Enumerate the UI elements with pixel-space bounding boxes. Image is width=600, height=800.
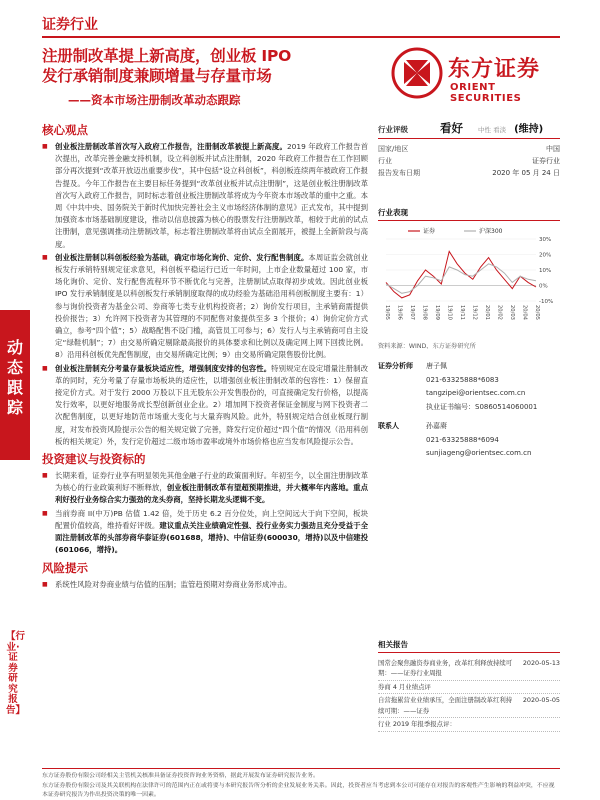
report-title-line1: 注册制改革提上新高度，创业板 IPO [42,47,292,65]
analyst-cert: 执业证书编号：S0860514060001 [426,402,538,411]
legend-label: 沪深300 [479,228,503,235]
rating-label: 行业评级 [378,125,408,134]
paragraph-5 [42,508,368,557]
related-date [520,682,560,693]
contact-name: 孙嘉赓 [426,422,447,430]
related-report[interactable] [378,657,560,681]
para-text: 当前券商 II(中万)PB 估值 1.42 倍，处于历史 6.2 百分位处，向上空间远大于向下空间，板块配置价值较高，维持看好评级。 [55,508,368,530]
series-line-securities [386,251,536,298]
performance-chart [378,225,560,325]
rating-scale: 中性 看淡 [478,126,507,134]
invest-heading: 投资建议与投资标的 [42,452,146,467]
related-report[interactable] [378,694,560,718]
paragraph-1 [42,141,368,251]
report-subtitle: ——资本市场注册制改革动态跟踪 [68,93,241,107]
band-char: 动 [6,338,23,357]
x-tick-label: 19/11 [459,305,465,320]
info-key: 报告发布日期 [378,169,420,177]
report-title-line2: 发行承销制度兼顾增量与存量市场 [42,67,272,85]
info-row [378,167,560,179]
info-row [378,143,560,155]
y-tick-label: -10% [539,299,554,305]
related-title: 国常会聚焦融资券商业务，改革红利释放持续可期：——证券行业周报 [378,658,513,677]
sector-label: 证券行业 [42,17,98,33]
risk-heading: 风险提示 [42,560,88,575]
para-text: 长期来看，证券行业享有明显领先其他金融子行业的政策面利好。年初至今，以全面注册制改革为核心的行业政策利好不断释放， [55,471,368,493]
disclaimer-line: 东方证券股份有限公司及其关联机构在法律许可的范围内正在或将要与本研究报告所分析的企业发展业务关系。因此，投资者应当考虑到本公司可能存在对报告的客观性产生影响的利益冲突，不应视本证券研究报告为作出投资决策的唯一因素。 [42,782,555,798]
related-report[interactable] [378,681,560,695]
y-tick-label: 10% [539,268,552,274]
paragraph-2 [42,252,368,362]
x-tick-label: 20/02 [496,305,503,320]
contact-email[interactable]: sunjiageng@orientsec.com.cn [426,449,532,457]
contact-block [378,420,560,461]
analyst-phone: 021-63325888*6083 [426,375,499,384]
related-heading: 相关报告 [378,639,560,653]
related-date: 2020-05-13 [522,658,560,667]
x-tick-label: 20/05 [534,305,540,320]
related-title: 券商 4 月业绩点评 [378,682,431,691]
performance-heading: 行业表现 [378,207,560,221]
y-tick-label: 20% [539,252,552,259]
analyst-email[interactable]: tangzipei@orientsec.com.cn [426,389,526,397]
x-tick-label: 20/03 [509,305,515,320]
para-text: 特别规定在设定增量注册制改革的同时，充分考量了存量市场板块的适应性，以增强创业板注册制改革的包容性：1）保留直接定价方式。对于发行 2000 万股以下且无股东公开发售股份的，可直接确定发行价格，以提高发行效率，以更好地服务成长型创新创业企业。2）增加网下投资者保证金制度与网下投资者二次配售制度，以更好地防范市场重大变化与大量弃购风险。此外，特别规定结合创业板现行制度，对发布投资风险提示公告的相关规定做了完善，降发行定价超过“四个值”的情况（沿用科创板的相关规定）外，发行定价超过二级市场市盈率或境外市场价格也应当发布风险提示公告。 [55,363,368,446]
related-date: 2020-05-05 [522,696,560,704]
para-bold: 创业板注册制以科创板经验为基础，确定市场化询价、定价、发行配售制度。 [55,252,309,262]
rating-prev: (维持) [514,124,544,135]
para-bold: 创业板注册制改革有望超预期推进，并大概率年内落地。重点利好投行业务综合实力强劲的龙头券商，坚持长期龙头逻辑不变。 [55,483,368,505]
core-heading: 核心观点 [42,123,88,137]
chart-source: 资料来源：WIND、东方证券研究所 [378,343,476,350]
x-tick-label: 20/04 [521,305,528,320]
related-title: 行业 2019 年报季报点评： [378,720,456,728]
band-char: 跟 [6,378,23,397]
para-text: 本周证监会就创业板发行承销特别规定征求意见，科创板平稳运行已近一年时间，上市企业数量超过 100 家，市场化询价、定价、发行配售流程环节不断优化与完善，注册制试点取得初步成效。因此创业板 IPO 发行承销制度是以科创板发行承销制度取得的成功经验为基础沿用科创板制度主要有：1）参与询价投资者为基金公司、券商等七类专业机构投资者；2）询价发行项目，主承销商需提供投价报告；3）允许网下投资者为其管理的不同配售对象提供至多 3 个报价；4）询价定价方式确立，参考“四个值”；5）战略配售不设门槛，高管员工可参与；6）发行人与主承销商可自主设定“绿鞋机制”；7）由交易所确定剔除最高报价的具体要求和比例以及确定网上网下回拨比例。8）沿用科创板优先配售制度，由交易所确定比例；9）由交易所确定限售股份比例。 [55,252,368,360]
main-content [42,122,368,592]
info-value: 2020 年 05 月 24 日 [492,169,560,177]
paragraph-3 [42,363,368,448]
info-value: 中国 [546,145,560,153]
x-tick-label: 19/07 [409,305,415,320]
y-tick-label: 0% [539,283,548,290]
para-text: 系统性风险对券商业绩与估值的压制；监管趋预期对券商业务形成冲击。 [55,579,292,589]
x-tick-label: 19/09 [434,305,440,320]
x-tick-label: 19/05 [384,305,390,320]
para-text: 2019 年政府工作报告首次提出，改革完善金融支持机制，设立科创板并试点注册制，2020 年政府工作报告在工作回顾部分再次提到“改革开放迈出重要步伐”，其中包括“设立科创板”，科创板连续两年被政府工作报告提及。今年工作报告在主要目标任务提到“改革创业板并试点注册制”，这是创业板注册制改革首次写入政府工作报告，同时标志着创业板注册制改革将成为今年资本市场改革的重中之重。本周《中共中央、国务院关于新时代加快完善社会主义市场经济体制的意见》正式发布，其中提到加强资本市场基础制度建设，推动以信息披露为核心的股票发行注册制改革，相较于此前的试点注册制，意见强调推动注册制改革，标志着注册制改革将由试点全面展开，被提上全新阶段与高度。 [55,142,368,249]
sidebar [378,120,560,732]
rating-row [378,120,560,139]
contact-role: 联系人 [378,422,399,430]
info-key: 行业 [378,157,392,165]
contact-phone: 021-63325888*6094 [426,435,499,444]
info-key: 国家/地区 [378,145,409,153]
related-date [520,719,560,730]
x-tick-label: 19/10 [446,305,453,320]
disclaimer-line: 东方证券股份有限公司经相关主管机关核准具备证券投资咨询业务资格，据此开展发布证券研究报告业务。 [42,773,319,779]
para-bold: 建议重点关注业绩确定性强、投行业务实力强劲且充分受益于全面注册制改革的头部券商华泰证券(601688，增持)、中信证券(600030，增持)以及中信建投(601066，增持)。 [55,520,368,555]
orient-logo-icon [390,46,444,100]
related-report[interactable] [378,718,560,732]
disclaimer-footer [42,768,560,800]
company-logo [390,44,565,104]
analyst-name: 唐子佩 [426,362,447,370]
logo-chinese-name: 东方证券 [448,57,541,82]
sector-divider [42,36,560,38]
para-bold: 创业板注册制改革首次写入政府工作报告，注册制改革被提上新高度。 [55,142,287,151]
para-bold: 创业板注册制充分考量存量板块适应性，增强制度安排的包容性。 [55,363,272,373]
band-char: 态 [6,358,23,377]
legend-label: 证券 [423,228,436,235]
info-row [378,155,560,167]
section-band [0,310,30,460]
x-tick-label: 20/01 [484,305,490,320]
analyst-block [378,360,560,414]
x-tick-label: 19/12 [471,305,478,320]
info-value: 证券行业 [532,157,560,165]
analyst-role: 证券分析师 [378,362,413,370]
x-tick-label: 19/08 [421,305,428,320]
chart-canvas [378,225,560,325]
logo-english-name: ORIENT SECURITIES [450,82,522,104]
y-tick-label: 30% [539,237,552,243]
related-title: 自营拖累营业业绩承压，全面注册制改革红利持续可期：——证券 [378,696,513,715]
band-char: 踪 [6,398,23,417]
rating-value: 看好 [440,121,463,135]
report-type-label: 【行业·证券研究报告】 [6,631,26,716]
paragraph-4 [42,470,368,507]
paragraph-6 [42,579,368,591]
x-tick-label: 19/06 [396,305,403,320]
